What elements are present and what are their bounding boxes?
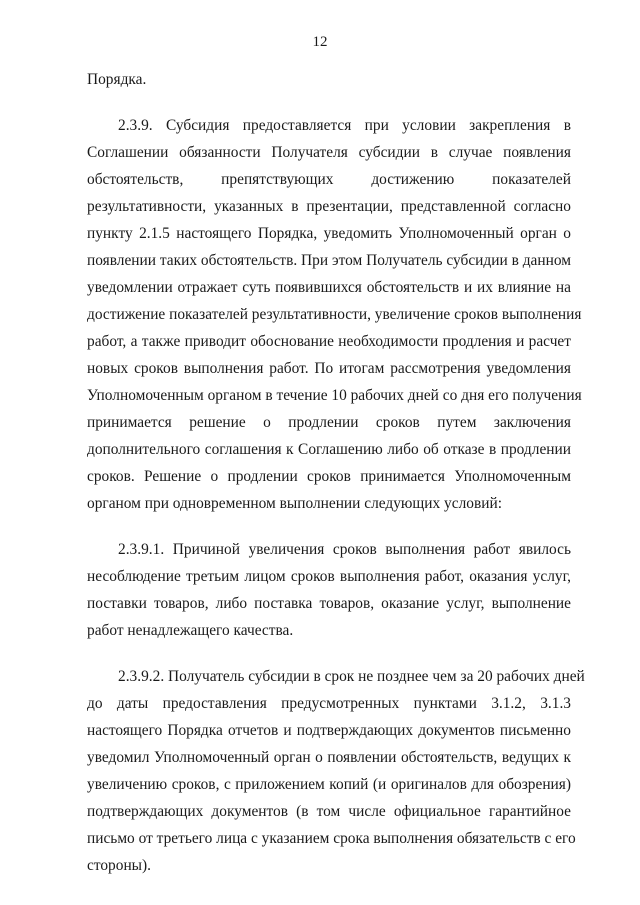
text-line: до даты предоставления предусмотренных пунктами 3.1.2, 3.1.3 <box>87 695 571 712</box>
paragraph-gap <box>87 644 571 663</box>
text-line: Уполномоченным органом в течение 10 рабочих дней со дня его получения <box>87 387 582 404</box>
text-line: Порядка. <box>87 71 147 88</box>
paragraph-p1 <box>87 112 582 517</box>
text-line: новых сроков выполнения работ. По итогам рассмотрения уведомления <box>87 360 571 377</box>
text-line: результативности, указанных в презентации, представленной согласно <box>87 198 571 215</box>
text-line: увеличению сроков, с приложением копий (и оригиналов для обозрения) <box>87 776 571 793</box>
text-line: обстоятельств, препятствующих достижению показателей <box>87 171 571 188</box>
paragraph-p3 <box>87 663 585 879</box>
document-body <box>87 66 585 879</box>
text-line: работ, а также приводит обоснование необходимости продления и расчет <box>87 333 571 350</box>
text-line: пункту 2.1.5 настоящего Порядка, уведомить Уполномоченный орган о <box>87 225 571 242</box>
text-line: подтверждающих документов (в том числе официальное гарантийное <box>87 803 571 820</box>
text-line: 2.3.9.1. Причиной увеличения сроков выполнения работ явилось <box>118 541 571 558</box>
page-number: 12 <box>312 34 328 50</box>
paragraph-gap <box>87 517 571 536</box>
text-line: дополнительного соглашения к Соглашению либо об отказе в продлении <box>87 441 571 458</box>
text-line: настоящего Порядка отчетов и подтверждающих документов письменно <box>87 722 571 739</box>
text-line: органом при одновременном выполнении следующих условий: <box>87 495 502 512</box>
text-line: появлении таких обстоятельств. При этом Получатель субсидии в данном <box>87 252 571 269</box>
text-line: стороны). <box>87 857 151 874</box>
text-line: письмо от третьего лица с указанием срока выполнения обязательств с его <box>87 830 576 847</box>
text-line: достижение показателей результативности, увеличение сроков выполнения <box>87 306 582 323</box>
paragraph-gap <box>87 93 571 112</box>
text-line: 2.3.9. Субсидия предоставляется при условии закрепления в <box>118 117 571 134</box>
text-line: работ ненадлежащего качества. <box>87 622 294 639</box>
text-line: уведомил Уполномоченный орган о появлении обстоятельств, ведущих к <box>87 749 571 766</box>
paragraph-p2 <box>87 536 571 644</box>
text-line: несоблюдение третьим лицом сроков выполнения работ, оказания услуг, <box>87 568 571 585</box>
paragraph-p0 <box>87 66 571 93</box>
text-line: уведомлении отражает суть появившихся обстоятельств и их влияние на <box>87 279 571 296</box>
text-line: Соглашении обязанности Получателя субсидии в случае появления <box>87 144 571 161</box>
text-line: 2.3.9.2. Получатель субсидии в срок не позднее чем за 20 рабочих дней <box>118 668 585 685</box>
text-line: поставки товаров, либо поставка товаров, оказание услуг, выполнение <box>87 595 571 612</box>
text-line: принимается решение о продлении сроков путем заключения <box>87 414 571 431</box>
text-line: сроков. Решение о продлении сроков принимается Уполномоченным <box>87 468 571 485</box>
